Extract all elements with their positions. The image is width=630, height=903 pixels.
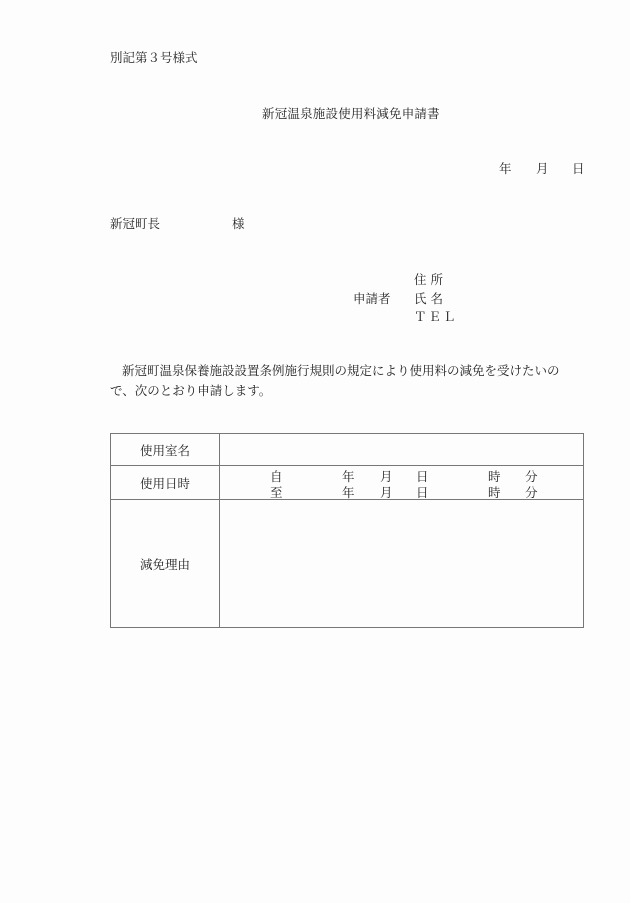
- applicant-label: 申請者: [353, 291, 391, 306]
- to-hour: 時: [488, 484, 501, 500]
- to-minute: 分: [525, 484, 538, 500]
- from-hour: 時: [488, 468, 501, 484]
- datetime-to-line: [220, 483, 583, 499]
- from-minute: 分: [525, 468, 538, 484]
- date-month-label: 月: [536, 161, 549, 176]
- reduction-reason-field[interactable]: [220, 500, 584, 628]
- honorific: 様: [232, 216, 245, 231]
- addressee: 新冠町長: [110, 216, 161, 231]
- date-day-label: 日: [572, 161, 585, 176]
- from-prefix: 自: [270, 468, 283, 484]
- applicant-name-label: 氏 名: [414, 291, 443, 306]
- to-month: 月: [380, 484, 393, 500]
- to-year: 年: [342, 484, 355, 500]
- table-row-room: [111, 434, 584, 466]
- to-prefix: 至: [270, 484, 283, 500]
- from-day: 日: [416, 468, 429, 484]
- reduction-reason-label: 減免理由: [111, 500, 220, 628]
- application-statement: 新冠町温泉保養施設設置条例施行規則の規定により使用料の減免を受けたいので、次のとおり申請します。: [110, 363, 560, 398]
- applicant-address-label: 住 所: [414, 272, 443, 287]
- datetime-label: 使用日時: [111, 466, 220, 500]
- to-day: 日: [416, 484, 429, 500]
- table-row-datetime: [111, 466, 584, 500]
- applicant-tel-label: ＴＥＬ: [414, 309, 458, 324]
- table-row-reason: [111, 500, 584, 628]
- application-table: [110, 433, 584, 628]
- date-year-label: 年: [499, 161, 512, 176]
- datetime-from-line: [220, 467, 583, 483]
- from-month: 月: [380, 468, 393, 484]
- from-year: 年: [342, 468, 355, 484]
- room-name-label: 使用室名: [111, 434, 220, 466]
- document-title: 新冠温泉施設使用料減免申請書: [262, 106, 440, 121]
- room-name-field[interactable]: [220, 434, 584, 466]
- form-number: 別記第３号様式: [110, 50, 198, 65]
- datetime-field[interactable]: [220, 466, 584, 500]
